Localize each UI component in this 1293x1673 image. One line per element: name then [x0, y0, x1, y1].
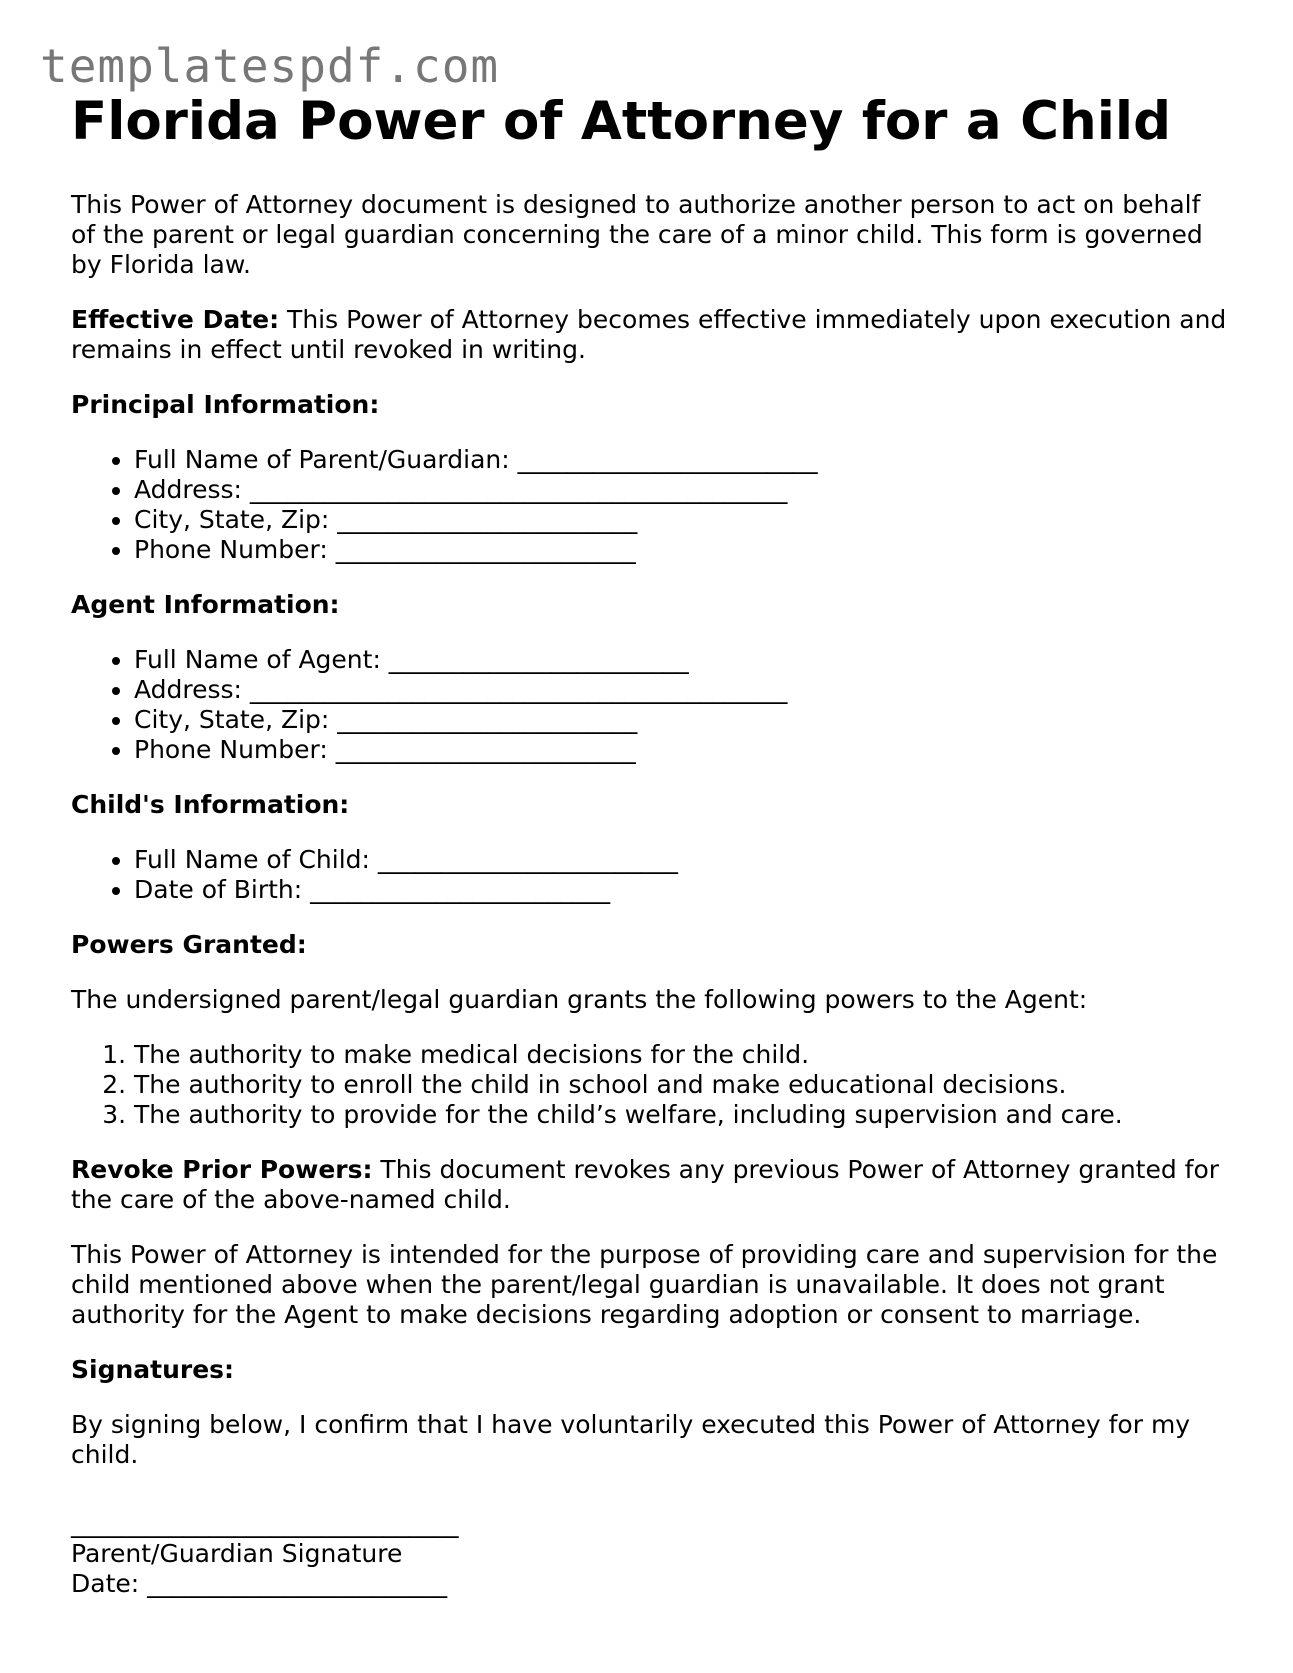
signature-label: Parent/Guardian Signature — [71, 1539, 403, 1568]
powers-intro: The undersigned parent/legal guardian grants the following powers to the Agent: — [71, 985, 1088, 1014]
principal-name-field[interactable]: • Full Name of Parent/Guardian: ________________________ — [134, 445, 1231, 475]
agent-address-field[interactable]: • Address: ___________________________________________ — [134, 675, 1231, 705]
signature-block — [71, 1509, 1231, 1599]
power-item-education: 2. The authority to enroll the child in school and make educational decisions. — [134, 1070, 1231, 1100]
watermark: templatespdf.com — [40, 39, 500, 93]
powers-list — [71, 1040, 1231, 1130]
child-fields-list — [71, 845, 1231, 905]
signatures-text: By signing below, I confirm that I have voluntarily executed this Power of Attorney for my child. — [71, 1410, 1191, 1469]
principal-city-state-zip-field[interactable]: • City, State, Zip: ________________________ — [134, 505, 1231, 535]
child-name-field[interactable]: • Full Name of Child: ________________________ — [134, 845, 1231, 875]
principal-address-field[interactable]: • Address: ___________________________________________ — [134, 475, 1231, 505]
child-dob-field[interactable]: • Date of Birth: ________________________ — [134, 875, 1231, 905]
signatures-heading: Signatures: — [71, 1355, 235, 1384]
power-item-medical: 1. The authority to make medical decisions for the child. — [134, 1040, 1231, 1070]
signature-date-field[interactable]: Date: ________________________ — [71, 1569, 448, 1598]
principal-heading: Principal Information: — [71, 390, 380, 419]
revoke-label: Revoke Prior Powers: — [71, 1155, 373, 1184]
revoke-text: This document revokes any previous Power of Attorney granted for the care of the above-named child. — [71, 1155, 1220, 1214]
document-page — [71, 88, 1231, 1599]
signature-line[interactable]: _______________________________ — [71, 1509, 459, 1538]
powers-heading: Powers Granted: — [71, 930, 307, 959]
effective-date-label: Effective Date: — [71, 305, 280, 334]
agent-heading: Agent Information: — [71, 590, 340, 619]
agent-phone-field[interactable]: • Phone Number: ________________________ — [134, 735, 1231, 765]
agent-city-state-zip-field[interactable]: • City, State, Zip: ________________________ — [134, 705, 1231, 735]
child-heading: Child's Information: — [71, 790, 350, 819]
power-item-welfare: 3. The authority to provide for the child’s welfare, including supervision and care. — [134, 1100, 1231, 1130]
intro-paragraph: This Power of Attorney document is designed to authorize another person to act on behalf of the parent or legal guardian concerning the care of a minor child. This form is governed by Florida law. — [71, 190, 1203, 279]
revoke-paragraph — [71, 1155, 1231, 1215]
principal-fields-list — [71, 445, 1231, 565]
effective-date-paragraph — [71, 305, 1231, 365]
effective-date-text: This Power of Attorney becomes effective immediately upon execution and remains in effect until revoked in writing. — [71, 305, 1227, 364]
principal-phone-field[interactable]: • Phone Number: ________________________ — [134, 535, 1231, 565]
agent-fields-list — [71, 645, 1231, 765]
purpose-paragraph: This Power of Attorney is intended for the purpose of providing care and supervision for the child mentioned above when the parent/legal guardian is unavailable. It does not grant authority for the Agent to make decisions regarding adoption or consent to marriage. — [71, 1240, 1218, 1329]
agent-name-field[interactable]: • Full Name of Agent: ________________________ — [134, 645, 1231, 675]
document-title: Florida Power of Attorney for a Child — [71, 91, 1172, 152]
